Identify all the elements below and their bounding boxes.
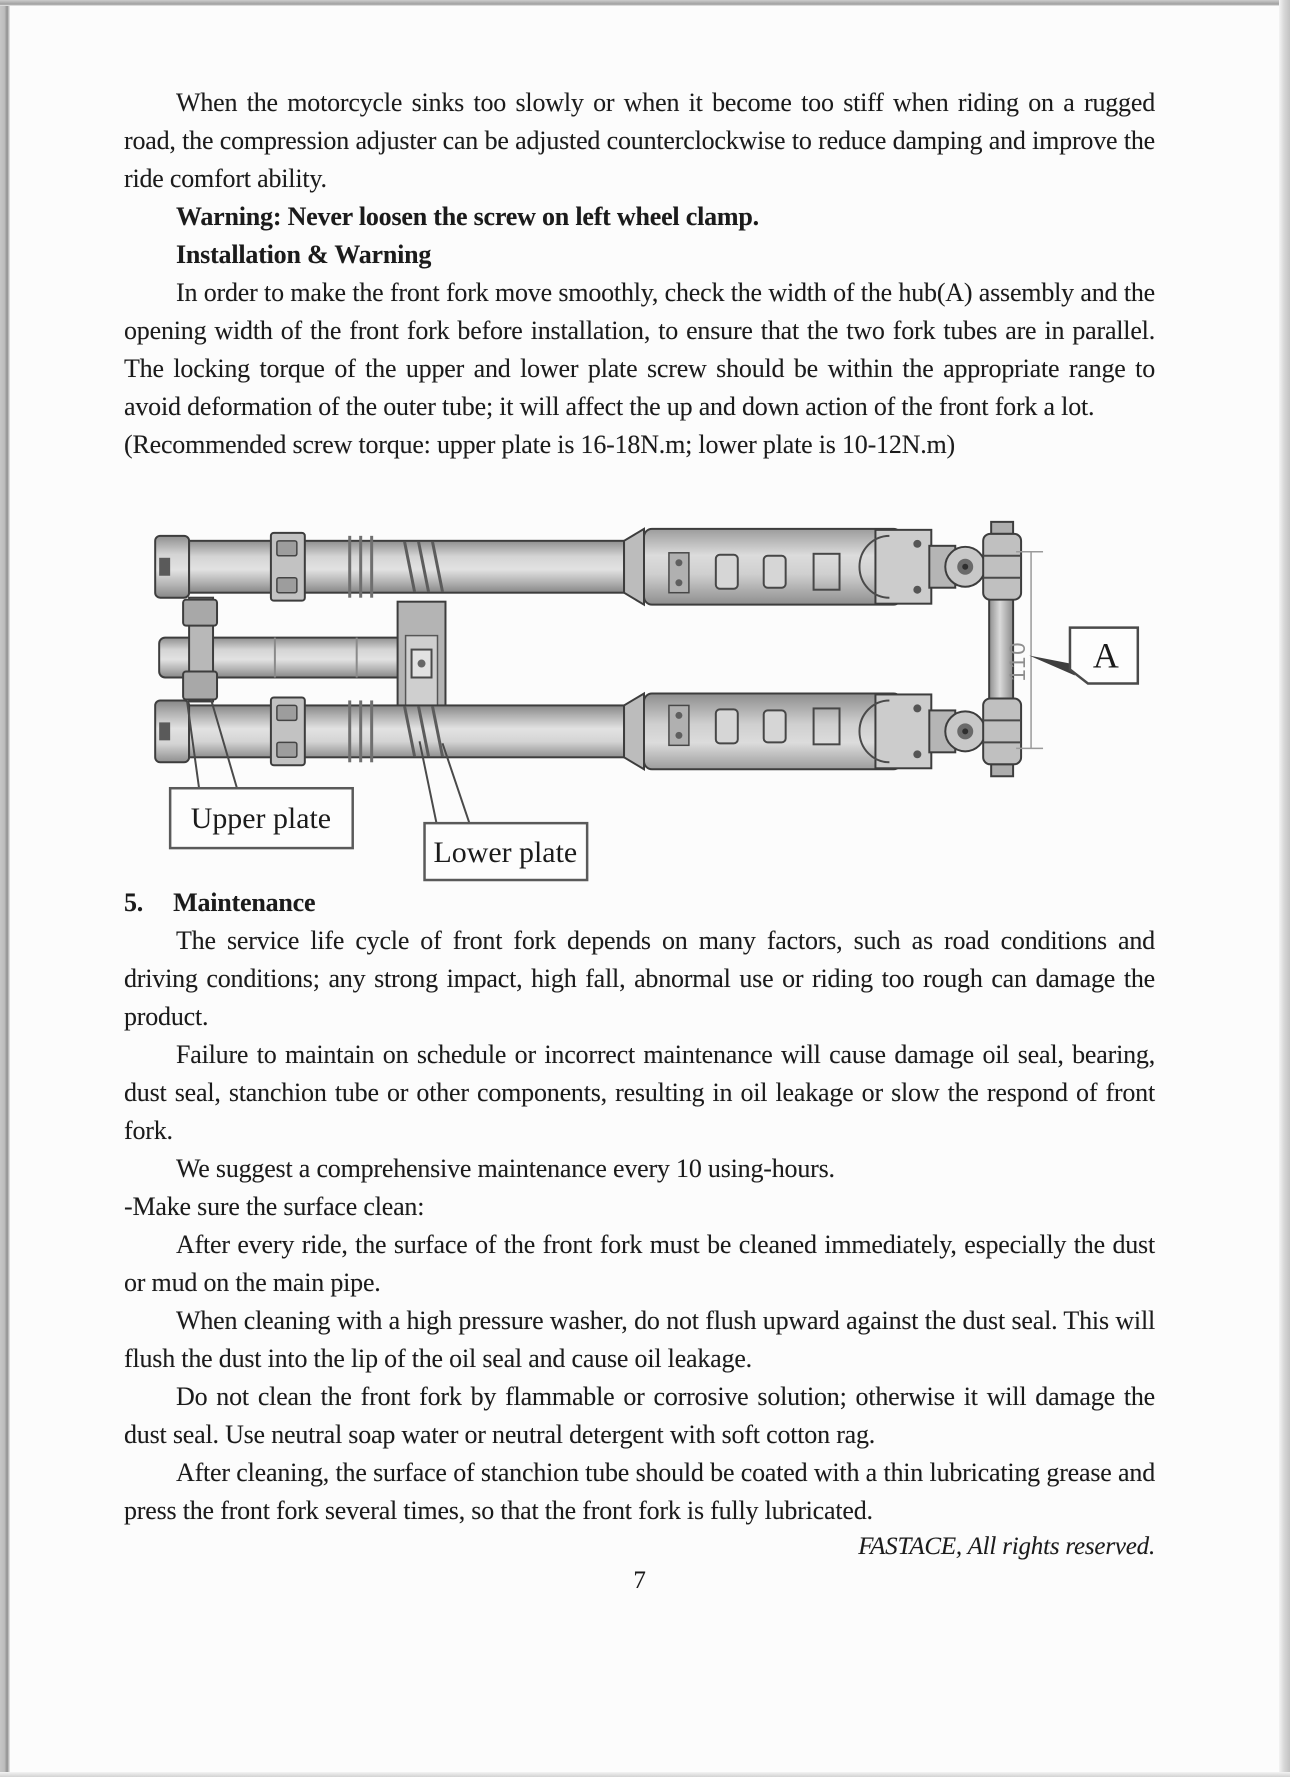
paragraph-suggest-maintenance: We suggest a comprehensive maintenance every 10 using-hours. xyxy=(176,1154,835,1183)
paragraph-service-life: The service life cycle of front fork depends on many factors, such as road conditions and driving conditions; any strong impact, high fall, abnormal use or riding too rough can damage the product. xyxy=(124,926,1155,1031)
lower-plate-label: Lower plate xyxy=(433,836,578,870)
upper-plate-label: Upper plate xyxy=(190,802,332,836)
top-fork-tube xyxy=(155,522,1021,605)
bottom-fork-tube xyxy=(155,693,1021,776)
paragraph-no-flammable: Do not clean the front fork by flammable or corrosive solution; otherwise it will damage the dust seal. Use neutral soap water or neutral detergent with soft cotton rag. xyxy=(124,1382,1155,1449)
page-edge-bottom xyxy=(0,1772,1290,1777)
page-edge-left xyxy=(0,0,10,1777)
callout-a xyxy=(1029,628,1138,684)
page-content xyxy=(124,84,1155,1598)
installation-warning-heading: Installation & Warning xyxy=(176,240,432,269)
upper-plate-link xyxy=(183,598,217,702)
callout-a-label: A xyxy=(1092,635,1119,676)
front-fork-diagram-svg xyxy=(124,470,1164,884)
lower-plate-label-box xyxy=(420,741,588,880)
paragraph-compression-adjuster: When the motorcycle sinks too slowly or when it become too stiff when riding on a rugged road, the compression adjuster can be adjusted counterclockwise to reduce damping and improve the ride comfort ability. xyxy=(124,88,1155,193)
dimension-110-label: 110 xyxy=(1005,640,1031,682)
torque-note: (Recommended screw torque: upper plate is 16-18N.m; lower plate is 10-12N.m) xyxy=(124,430,956,459)
paragraph-lubricating-grease: After cleaning, the surface of stanchion tube should be coated with a thin lubricating grease and press the front fork several times, so that the front fork is fully lubricated. xyxy=(124,1458,1155,1525)
paragraph-failure-to-maintain: Failure to maintain on schedule or incorrect maintenance will cause damage oil seal, bearing, dust seal, stanchion tube or other components, resulting in oil leakage or slow the respond of front fork. xyxy=(124,1040,1155,1145)
front-fork-diagram xyxy=(124,470,1155,884)
copyright-footer: FASTACE, All rights reserved. xyxy=(858,1533,1155,1560)
paragraph-installation: In order to make the front fork move smoothly, check the width of the hub(A) assembly and the opening width of the front fork before installation, to ensure that the two fork tubes are in parallel. The locking torque of the upper and lower plate screw should be within the appropriate range to avoid deformation of the outer tube; it will affect the up and down action of the front fork a lot. xyxy=(124,278,1155,421)
maintenance-heading-number: 5. xyxy=(124,888,144,917)
warning-line: Warning: Never loosen the screw on left wheel clamp. xyxy=(176,202,759,231)
paragraph-after-every-ride: After every ride, the surface of the front fork must be cleaned immediately, especially the dust or mud on the main pipe. xyxy=(124,1230,1155,1297)
page-number: 7 xyxy=(633,1567,646,1594)
maintenance-heading-label: Maintenance xyxy=(173,888,316,917)
page-edge-right xyxy=(1279,0,1290,1777)
paragraph-pressure-washer: When cleaning with a high pressure washer, do not flush upward against the dust seal. This will flush the dust into the lip of the oil seal and cause oil leakage. xyxy=(124,1306,1155,1373)
page-edge-top xyxy=(0,0,1290,6)
maintenance-heading xyxy=(124,884,1155,922)
surface-clean-line: -Make sure the surface clean: xyxy=(124,1192,425,1221)
